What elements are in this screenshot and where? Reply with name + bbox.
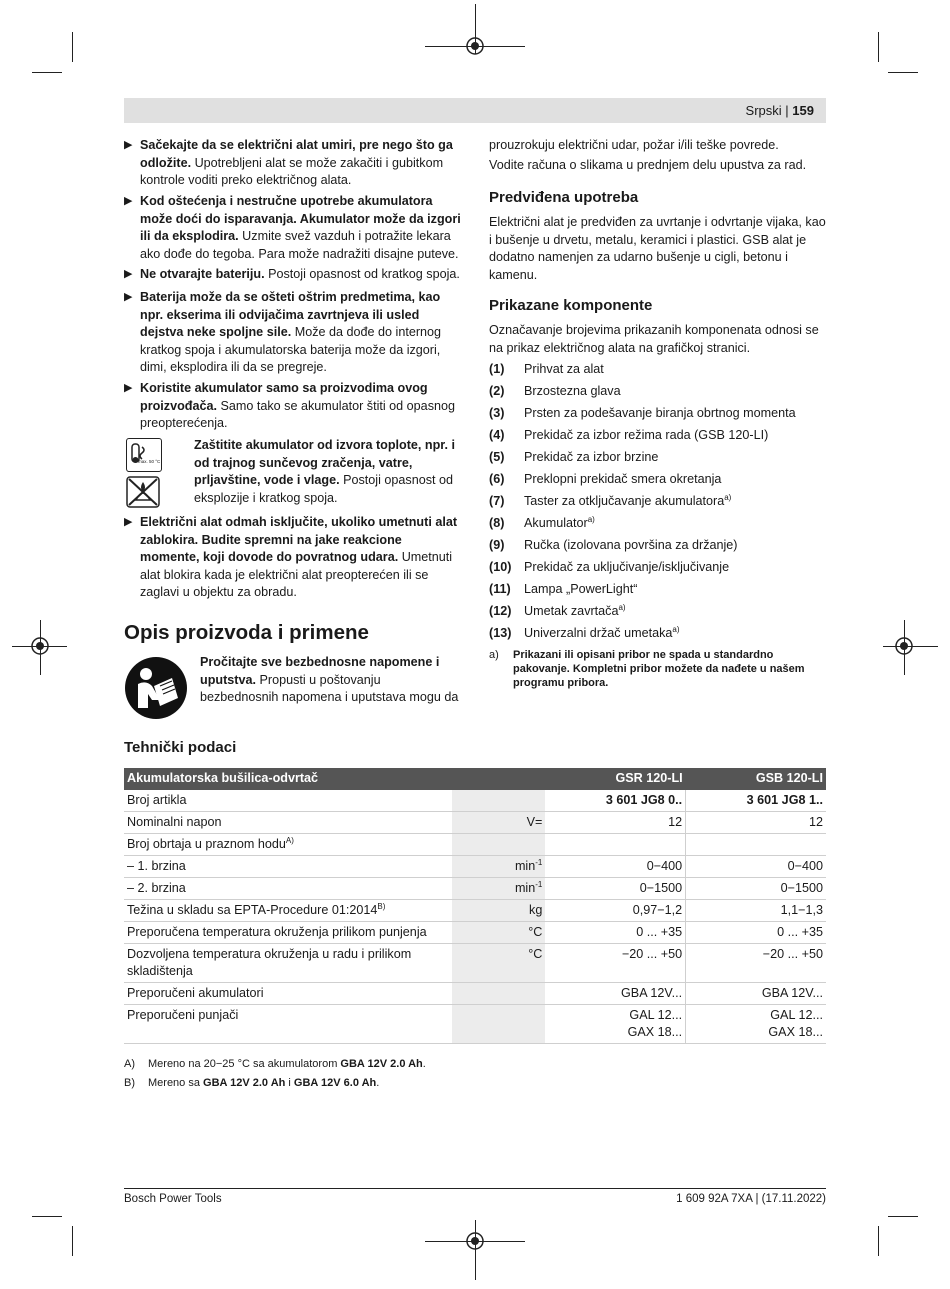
no-water-fire-icon — [126, 476, 160, 508]
component-number: (8) — [489, 516, 505, 530]
row-unit — [452, 1005, 546, 1044]
row-value-gsb — [686, 856, 826, 878]
tech-table — [124, 768, 826, 1044]
component-number: (13) — [489, 626, 512, 640]
row-unit-text: min — [514, 859, 536, 873]
row-label-text: Preporučeni punjači — [127, 1008, 239, 1022]
footnote-end: . — [376, 1077, 380, 1089]
crop-mark — [72, 32, 73, 62]
row-label — [124, 922, 452, 944]
bullet-text: Uzmite svež vazduh i potražite lekara ako dođe do tegoba. Para može nadražiti disajne puteve. — [140, 229, 459, 261]
row-value-gsr-text: 3 601 JG8 0.. — [605, 793, 683, 807]
row-label-text: Broj obrtaja u praznom hodu — [127, 837, 286, 851]
row-label-text: Nominalni napon — [127, 815, 222, 829]
component-number: (10) — [489, 560, 512, 574]
component-label: Prekidač za izbor režima rada (GSB 120-LI) — [524, 428, 769, 442]
row-unit — [452, 900, 546, 922]
row-label — [124, 834, 452, 856]
row-unit-text: °C — [528, 947, 543, 961]
crop-mark — [32, 1216, 62, 1217]
row-label — [124, 1005, 452, 1044]
footer-left: Bosch Power Tools — [124, 1193, 222, 1205]
component-label: Akumulator — [524, 516, 588, 530]
tech-table-row — [124, 1005, 826, 1044]
component-number: (4) — [489, 428, 505, 442]
row-label — [124, 812, 452, 834]
row-unit — [452, 922, 546, 944]
row-value-gsb-text: 3 601 JG8 1.. — [746, 793, 823, 807]
component-item — [489, 581, 637, 599]
row-value-gsr-text: GAL 12... GAX 18... — [627, 1008, 683, 1039]
bullet-arrow-icon: ▶ — [124, 268, 133, 280]
safety-bullet — [124, 514, 464, 602]
row-label-text: Težina u skladu sa EPTA-Procedure 01:2014 — [127, 903, 378, 917]
row-value-gsb — [686, 812, 826, 834]
row-value-gsb — [686, 1005, 826, 1044]
component-item — [489, 603, 626, 621]
component-label: Ručka (izolovana površina za držanje) — [524, 538, 738, 552]
note-text: Prikazani ili opisani pribor ne spada u standardno pakovanje. Kompletni pribor možete da nađete u našem programu pribora. — [513, 649, 805, 689]
bullet-arrow-icon: ▶ — [124, 382, 133, 394]
description-title: Opis proizvoda i primene — [124, 621, 369, 644]
row-label — [124, 900, 452, 922]
registration-mark-icon — [464, 35, 486, 57]
component-footnote-ref: a) — [724, 492, 732, 502]
note-key: a) — [489, 649, 499, 661]
row-label-text: Preporučena temperatura okruženja prilikom punjenja — [127, 925, 427, 939]
registration-mark-icon — [464, 1230, 486, 1252]
row-value-gsb — [686, 900, 826, 922]
tech-title: Tehnički podaci — [124, 739, 237, 756]
bullet-arrow-icon: ▶ — [124, 139, 133, 151]
bullet-text: Upotrebljeni alat se može zakačiti i gubitkom kontrole voditi preko električnog alata. — [140, 155, 444, 187]
component-label: Univerzalni držač umetaka — [524, 626, 673, 640]
row-value-gsb-text: 0−400 — [787, 859, 823, 873]
read-instructions-text — [200, 654, 462, 707]
bullet-text: Samo tako se akumulator štiti od opasnog preopterećenja. — [140, 398, 455, 430]
component-label: Prsten za podešavanje biranja obrtnog momenta — [524, 406, 796, 420]
header-language: Srpski — [745, 103, 782, 118]
footnote-key: B) — [124, 1077, 135, 1089]
component-label: Taster za otključavanje akumulatora — [524, 494, 725, 508]
component-label: Umetak zavrtača — [524, 604, 619, 618]
bullet-arrow-icon: ▶ — [124, 516, 133, 528]
continued-text: prouzrokuju električni udar, požar i/ili teške povrede. — [489, 138, 779, 152]
component-number: (5) — [489, 450, 505, 464]
safety-bullet — [124, 289, 464, 377]
row-unit — [452, 834, 546, 856]
row-unit-text: °C — [528, 925, 543, 939]
unit-exponent: -1 — [535, 857, 543, 867]
registration-mark-icon — [893, 635, 915, 657]
component-item — [489, 449, 658, 467]
row-value-gsb — [686, 922, 826, 944]
row-unit-text: V= — [526, 815, 543, 829]
unit-exponent: -1 — [535, 879, 543, 889]
row-value-gsr-text: 0−1500 — [639, 881, 683, 895]
read-bold: Pročitajte sve bezbednosne napomene i uputstva. — [200, 655, 440, 687]
row-value-gsb-text: 0−1500 — [780, 881, 823, 895]
row-value-gsr-text: −20 ... +50 — [621, 947, 683, 961]
footnote-text: Mereno sa — [148, 1077, 204, 1089]
footnote-bold: GBA 12V 2.0 Ah — [203, 1077, 286, 1089]
crop-mark — [888, 72, 918, 73]
row-unit — [452, 878, 546, 900]
component-label: Preklopni prekidač smera okretanja — [524, 472, 722, 486]
tech-footnote — [124, 1056, 426, 1074]
read-manual-icon — [124, 656, 188, 720]
row-value-gsb-text: 1,1−1,3 — [780, 903, 823, 917]
component-number: (12) — [489, 604, 512, 618]
heat-warning-bold: Zaštitite akumulator od izvora toplote, npr. i od trajnog sunčevog zračenja, vatre, prljavštine, vode i vlage. — [194, 438, 456, 487]
footnote-bold: GBA 12V 2.0 Ah — [340, 1058, 423, 1070]
component-number: (3) — [489, 406, 505, 420]
row-value-gsr — [545, 878, 685, 900]
header-label: Akumulatorska bušilica-odvrtač — [124, 768, 452, 790]
tech-table-row — [124, 900, 826, 922]
row-label-text: – 1. brzina — [127, 859, 186, 873]
heat-warning-text — [194, 437, 464, 507]
component-item — [489, 559, 729, 577]
component-number: (2) — [489, 384, 505, 398]
components-intro: Označavanje brojevima prikazanih komponenata odnosi se na prikaz električnog alata na grafičkoj stranici. — [489, 323, 819, 355]
component-number: (1) — [489, 362, 505, 376]
components-title: Prikazane komponente — [489, 297, 653, 314]
component-item — [489, 537, 738, 555]
crop-mark — [72, 1226, 73, 1256]
row-value-gsb — [686, 983, 826, 1005]
footnote-end: . — [422, 1058, 426, 1070]
bullet-bold: Električni alat odmah isključite, ukoliko umetnuti alat zablokira. Budite spremni na jake reakcione momente, koji dovode do povratnog udara. — [140, 515, 458, 564]
bullet-arrow-icon: ▶ — [124, 195, 133, 207]
row-label — [124, 878, 452, 900]
component-label: Prekidač za uključivanje/isključivanje — [524, 560, 730, 574]
tech-table-row — [124, 983, 826, 1005]
component-footnote-ref: a) — [587, 514, 595, 524]
row-value-gsr — [545, 983, 685, 1005]
component-footnote-ref: a) — [618, 602, 626, 612]
tech-table-row — [124, 856, 826, 878]
footer-right: 1 609 92A 7XA | (17.11.2022) — [676, 1193, 826, 1205]
component-label: Prihvat za alat — [524, 362, 604, 376]
footnote-key: A) — [124, 1058, 135, 1070]
row-value-gsr-text: GBA 12V... — [621, 986, 683, 1000]
header-col1: GSR 120-LI — [545, 768, 685, 790]
component-label: Prekidač za izbor brzine — [524, 450, 659, 464]
component-label: Brzostezna glava — [524, 384, 621, 398]
bullet-text: Postoji opasnost od kratkog spoja. — [264, 267, 460, 281]
footer-rule — [124, 1188, 826, 1189]
crop-mark — [878, 1226, 879, 1256]
bullet-bold: Sačekajte da se električni alat umiri, pre nego što ga odložite. — [140, 138, 453, 170]
component-footnote-ref: a) — [672, 624, 680, 634]
component-item — [489, 625, 680, 643]
footnote-mid: i — [285, 1077, 294, 1089]
row-value-gsb — [686, 790, 826, 812]
bullet-arrow-icon: ▶ — [124, 291, 133, 303]
intended-use-text: Električni alat je predviđen za uvrtanje i odvrtanje vijaka, kao i bušenje u drvetu, metalu, keramici i plastici. GSB alat je dodatno namenjen za udarno bušenje u cigli, betonu i kamenu. — [489, 215, 826, 282]
row-label — [124, 790, 452, 812]
header-separator: | — [785, 103, 789, 118]
row-value-gsr-text: 12 — [668, 815, 683, 829]
row-label — [124, 856, 452, 878]
crop-mark — [878, 32, 879, 62]
row-value-gsr — [545, 834, 685, 856]
component-number: (6) — [489, 472, 505, 486]
row-value-gsb-text: −20 ... +50 — [762, 947, 823, 961]
row-value-gsr — [545, 900, 685, 922]
footnote-bold-2: GBA 12V 6.0 Ah — [293, 1077, 377, 1089]
heat-warning-rest: Postoji opasnost od eksplozije i kratkog spoja. — [194, 473, 454, 505]
component-label: Lampa „PowerLight“ — [524, 582, 638, 596]
row-label-text: Dozvoljena temperatura okruženja u radu i prilikom skladištenja — [127, 947, 412, 978]
bullet-bold: Baterija može da se ošteti oštrim predmetima, kao npr. ekserima ili odvijačima zavrtnjeva ili usled dejstva neke spoljne sile. — [140, 290, 441, 339]
crop-mark — [888, 1216, 918, 1217]
row-footnote-ref: B) — [377, 901, 386, 911]
read-rest: Propusti u poštovanju bezbednosnih napomena i uputstava mogu da — [200, 672, 459, 704]
component-number: (11) — [489, 582, 511, 596]
footnote-text: Mereno na 20−25 °C sa akumulatorom — [148, 1058, 341, 1070]
tech-table-row — [124, 922, 826, 944]
header-unit — [452, 768, 546, 790]
row-label-text: Broj artikla — [127, 793, 187, 807]
bullet-text: Može da dođe do internog kratkog spoja i akumulatorska baterija može da izgori, dimi, eksplodira ili da se pregreje. — [140, 325, 442, 374]
component-item — [489, 383, 621, 401]
row-value-gsb — [686, 878, 826, 900]
row-unit — [452, 812, 546, 834]
tech-table-row — [124, 790, 826, 812]
tech-footnote — [124, 1075, 379, 1093]
figures-note: Vodite računa o slikama u prednjem delu upustva za rad. — [489, 158, 807, 172]
component-item — [489, 427, 768, 445]
row-value-gsb-text: GBA 12V... — [761, 986, 823, 1000]
header-col2: GSB 120-LI — [686, 768, 826, 790]
bullet-text: Umetnuti alat blokira kada je električni alat preopterećen ili se zaglavi u objektu za obradu. — [140, 550, 453, 599]
row-value-gsr-text: 0−400 — [646, 859, 683, 873]
row-value-gsb-text: GAL 12... GAX 18... — [768, 1008, 823, 1039]
tech-table-row — [124, 944, 826, 983]
safety-bullet — [124, 266, 464, 284]
row-unit-text: kg — [529, 903, 543, 917]
row-value-gsb-text: 0 ... +35 — [777, 925, 823, 939]
row-value-gsr-text: 0,97−1,2 — [632, 903, 683, 917]
row-label — [124, 944, 452, 983]
tech-table-row — [124, 834, 826, 856]
row-label-text: – 2. brzina — [127, 881, 186, 895]
row-value-gsr — [545, 944, 685, 983]
safety-bullet — [124, 380, 464, 433]
component-number: (9) — [489, 538, 505, 552]
row-label — [124, 983, 452, 1005]
row-unit-text: min — [514, 881, 536, 895]
component-item — [489, 405, 796, 423]
bullet-bold: Koristite akumulator samo sa proizvodima ovog proizvođača. — [140, 381, 428, 413]
row-value-gsb — [686, 834, 826, 856]
row-value-gsb — [686, 944, 826, 983]
tech-table-row — [124, 812, 826, 834]
row-unit — [452, 983, 546, 1005]
row-value-gsr-text: 0 ... +35 — [636, 925, 683, 939]
header-bar — [124, 98, 826, 123]
tech-table-header — [124, 768, 826, 790]
row-unit — [452, 944, 546, 983]
safety-bullet — [124, 193, 464, 263]
row-footnote-ref: A) — [285, 835, 294, 845]
bullet-bold: Kod oštećenja i nestručne upotrebe akumulatora može doći do isparavanja. Akumulator može da izgori ili da eksplodira. — [140, 194, 461, 243]
registration-mark-icon — [29, 635, 51, 657]
component-item — [489, 515, 595, 533]
heat-icon — [126, 438, 162, 472]
bullet-bold: Ne otvarajte bateriju. — [140, 267, 265, 281]
crop-mark — [32, 72, 62, 73]
component-item — [489, 471, 721, 489]
page-number: 159 — [792, 103, 814, 118]
component-number: (7) — [489, 494, 505, 508]
component-item — [489, 493, 731, 511]
row-value-gsb-text: 12 — [808, 815, 823, 829]
safety-bullet — [124, 137, 464, 190]
row-value-gsr — [545, 812, 685, 834]
components-note — [489, 648, 827, 690]
row-value-gsr — [545, 856, 685, 878]
row-unit — [452, 856, 546, 878]
row-value-gsr — [545, 1005, 685, 1044]
row-unit — [452, 790, 546, 812]
tech-table-row — [124, 878, 826, 900]
page-header — [746, 102, 814, 120]
row-value-gsr — [545, 790, 685, 812]
intended-use-title: Predviđena upotreba — [489, 189, 639, 206]
component-item — [489, 361, 604, 379]
row-value-gsr — [545, 922, 685, 944]
row-label-text: Preporučeni akumulatori — [127, 986, 264, 1000]
heat-icon-label: max. 50 °C — [138, 459, 161, 464]
